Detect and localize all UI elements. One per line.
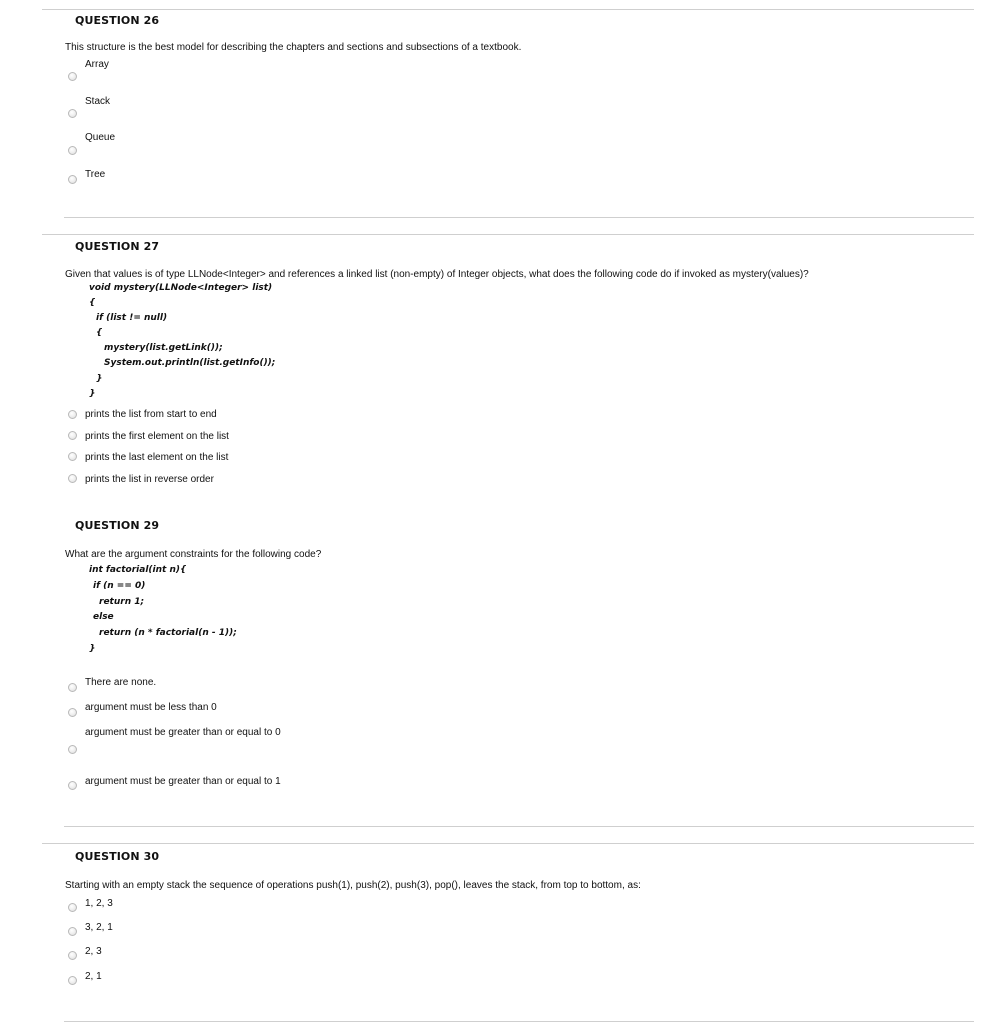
question-prompt: What are the argument constraints for the following code? <box>65 549 322 560</box>
option-label: prints the first element on the list <box>85 431 229 442</box>
divider <box>64 217 974 218</box>
option-label: 2, 3 <box>85 946 102 957</box>
code-line: } <box>96 374 103 384</box>
option-radio-gte-one[interactable] <box>68 781 77 790</box>
code-line: mystery(list.getLink()); <box>104 343 223 353</box>
question-prompt: Given that values is of type LLNode<Integer> and references a linked list (non-empty) of Integer objects, what does the following code do if invoked as mystery(values)? <box>65 269 809 280</box>
option-radio-stack[interactable] <box>68 109 77 118</box>
question-prompt: Starting with an empty stack the sequence of operations push(1), push(2), push(3), pop(), leaves the stack, from top to bottom, as: <box>65 880 641 891</box>
option-label: argument must be greater than or equal to 1 <box>85 776 281 787</box>
code-line: if (list != null) <box>96 313 168 323</box>
divider <box>64 826 974 827</box>
question-prompt: This structure is the best model for describing the chapters and sections and subsections of a textbook. <box>65 42 522 53</box>
option-radio-reverse-order[interactable] <box>68 474 77 483</box>
code-line: if (n == 0) <box>93 581 146 591</box>
option-radio-last-element[interactable] <box>68 452 77 461</box>
option-radio-none[interactable] <box>68 683 77 692</box>
option-label: prints the list from start to end <box>85 409 217 420</box>
option-radio-tree[interactable] <box>68 175 77 184</box>
option-label: Array <box>85 59 109 70</box>
divider <box>42 9 974 10</box>
option-radio-first-element[interactable] <box>68 431 77 440</box>
option-radio-2-1[interactable] <box>68 976 77 985</box>
question-title: QUESTION 30 <box>75 850 160 863</box>
code-line: else <box>93 612 114 622</box>
option-label: There are none. <box>85 677 157 688</box>
code-line: int factorial(int n){ <box>89 565 187 575</box>
option-label: prints the last element on the list <box>85 452 229 463</box>
divider <box>64 1021 974 1022</box>
code-line: return (n * factorial(n - 1)); <box>99 628 237 638</box>
code-line: } <box>89 644 96 654</box>
option-radio-gte-zero[interactable] <box>68 745 77 754</box>
divider <box>42 234 974 235</box>
code-line: void mystery(LLNode<Integer> list) <box>89 283 273 293</box>
option-label: Stack <box>85 96 111 107</box>
option-radio-array[interactable] <box>68 72 77 81</box>
option-radio-3-2-1[interactable] <box>68 927 77 936</box>
code-line: { <box>96 328 103 338</box>
option-label: 2, 1 <box>85 971 102 982</box>
option-label: prints the list in reverse order <box>85 474 214 485</box>
code-line: { <box>89 298 96 308</box>
option-label: 1, 2, 3 <box>85 898 113 909</box>
question-title: QUESTION 29 <box>75 519 160 532</box>
code-line: } <box>89 389 96 399</box>
option-radio-1-2-3[interactable] <box>68 903 77 912</box>
option-label: argument must be greater than or equal to 0 <box>85 727 281 738</box>
divider <box>42 843 974 844</box>
code-line: return 1; <box>99 597 145 607</box>
option-label: Tree <box>85 169 106 180</box>
option-radio-less-than-zero[interactable] <box>68 708 77 717</box>
option-label: argument must be less than 0 <box>85 702 217 713</box>
option-label: 3, 2, 1 <box>85 922 113 933</box>
question-title: QUESTION 27 <box>75 240 160 253</box>
option-radio-start-to-end[interactable] <box>68 410 77 419</box>
option-label: Queue <box>85 132 116 143</box>
code-line: System.out.println(list.getInfo()); <box>104 358 276 368</box>
question-title: QUESTION 26 <box>75 14 160 27</box>
option-radio-2-3[interactable] <box>68 951 77 960</box>
option-radio-queue[interactable] <box>68 146 77 155</box>
